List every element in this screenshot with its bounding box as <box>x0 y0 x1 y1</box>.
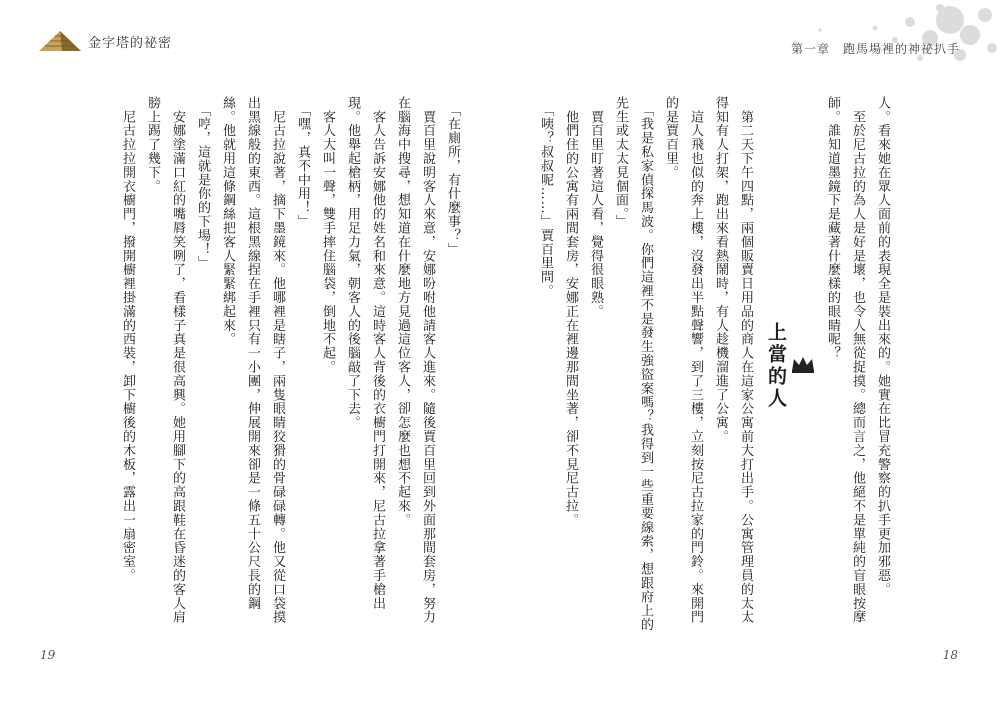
paragraph: 「在廁所，有什麼事？」 <box>445 96 460 257</box>
crown-icon <box>790 355 816 373</box>
paragraph: 他們住的公寓有兩間套房，安娜正在裡邊那間坐著，卻不見尼古拉。 <box>563 96 578 527</box>
page-number-left: 19 <box>40 648 56 662</box>
book-title: 金字塔的祕密 <box>88 35 173 51</box>
left-running-header <box>38 30 172 52</box>
paragraph: 人。看來她在眾人面前的表現全是裝出來的。她實在比冒充警察的扒手更加邪惡。 <box>875 96 890 597</box>
paragraph: 賈百里說明客人來意，安娜吩咐他請客人進來。隨後賈百里回到外面那間套房，努力在腦海中搜尋，想知道在什麼地方見過這位客人，卻怎麼也想不起來。 <box>395 96 435 625</box>
paragraph: 第二天下午四點，兩個販賣日用品的商人在這家公寓前大打出手。公寓管理員的太太得知有人打架，跑出來看熱鬧時，有人趁機溜進了公寓。 <box>713 96 753 625</box>
paragraph: 這人飛也似的奔上樓，沒發出半點聲響，到了三樓，立刻按尼古拉家的門鈴。來開門的是賈百里。 <box>663 96 703 625</box>
paragraph: 尼古拉說著，摘下墨鏡來。他哪裡是瞎子，兩隻眼睛狡猾的骨碌碌轉。他又從口袋摸出黑線般的東西。這根黑線捏在手裡只有一小團，伸展開來卻是一條五十公尺長的鋼絲。他就用這條鋼絲把客人緊緊綁起來。 <box>220 96 285 625</box>
section-heading-block <box>762 96 816 636</box>
left-page-body <box>90 96 465 636</box>
paragraph: 「嘿，真不中用！」 <box>295 96 310 229</box>
paragraph: 賈百里盯著這人看，覺得很眼熟。 <box>588 96 603 319</box>
page-number-right: 18 <box>942 648 958 662</box>
paragraph: 客人告訴安娜他的姓名和來意。這時客人背後的衣櫥門打開來，尼古拉拿著手槍出現。他舉起槍柄，用足力氣，朝客人的後腦敲了下去。 <box>345 96 385 611</box>
pyramid-icon <box>38 30 82 52</box>
paragraph: 安娜塗滿口紅的嘴脣笑咧了，看樣子真是很高興。她用腳下的高跟鞋在昏迷的客人肩膀上踢了幾下。 <box>145 96 185 625</box>
right-page-body <box>527 96 895 636</box>
paragraph: 至於尼古拉的為人是好是壞，也令人無從捉摸。總而言之，他絕不是單純的盲眼按摩師。誰知道墨鏡下是藏著什麼樣的眼睛呢？ <box>825 96 865 625</box>
paragraph: 「我是私家偵探馬波。你們這裡不是發生強盜案嗎？我得到一些重要線索，想跟府上的先生或太太見個面。」 <box>613 96 653 632</box>
right-running-header: 第一章 跑馬場裡的神祕扒手 <box>790 42 960 56</box>
section-heading: 上當的人 <box>765 322 787 410</box>
paragraph: 尼古拉拉開衣櫥門，撥開櫥裡掛滿的西裝，卸下櫥後的木板，露出一扇密室。 <box>120 96 135 583</box>
paragraph: 客人大叫一聲，雙手摔住腦袋，倒地不起。 <box>320 96 335 374</box>
paragraph: 「咦？叔叔呢……」賈百里問。 <box>538 96 553 298</box>
paragraph: 「哼，這就是你的下場！」 <box>195 96 210 271</box>
